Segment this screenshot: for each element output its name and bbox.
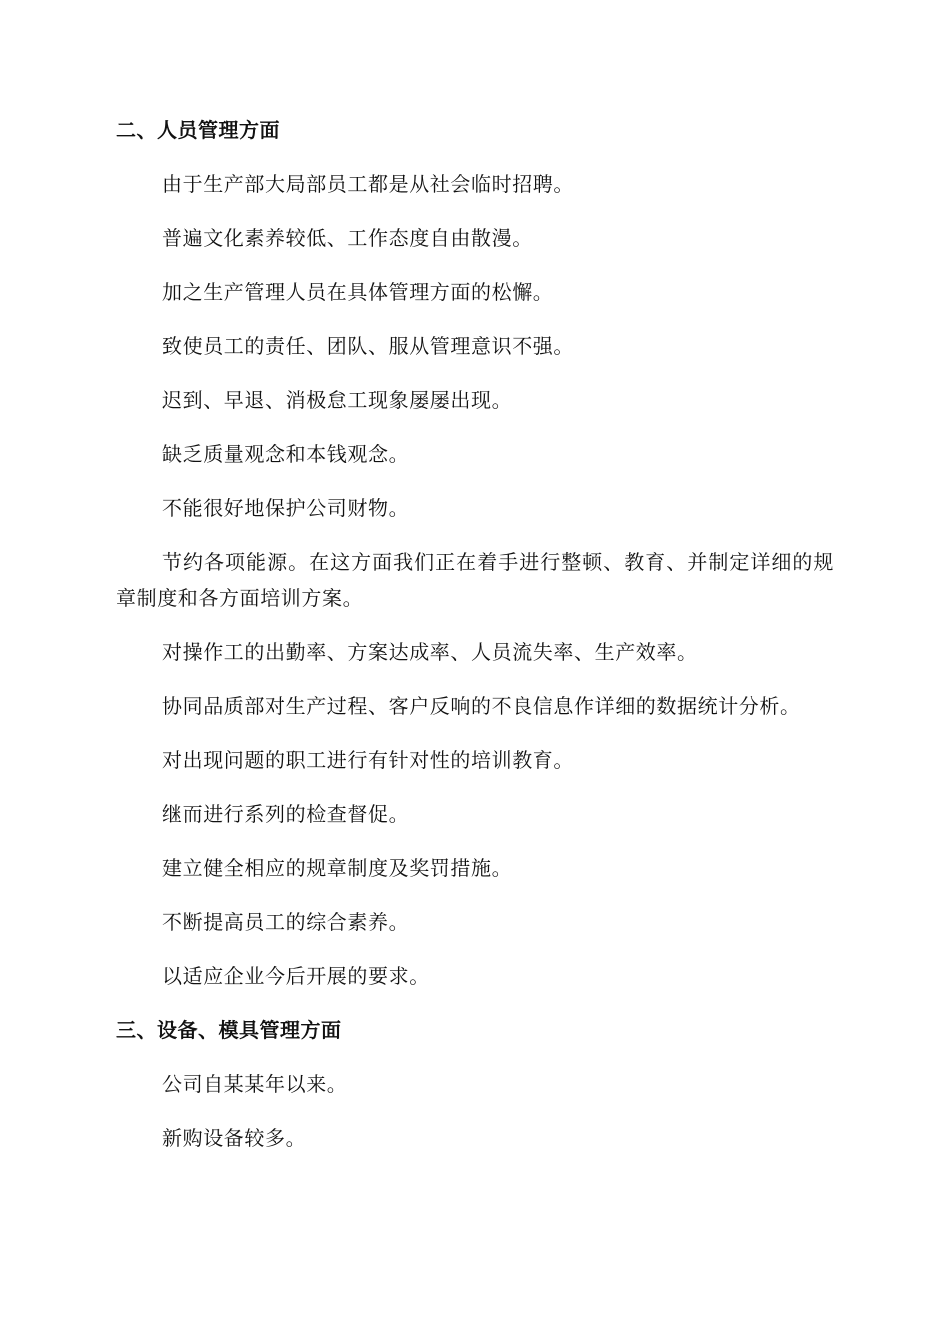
paragraph: 不断提高员工的综合素养。 xyxy=(162,910,410,934)
paragraph: 致使员工的责任、团队、服从管理意识不强。 xyxy=(162,334,574,358)
section-heading-personnel: 二、人员管理方面 xyxy=(116,118,280,142)
paragraph: 迟到、早退、消极怠工现象屡屡出现。 xyxy=(162,388,513,412)
paragraph: 建立健全相应的规章制度及奖罚措施。 xyxy=(162,856,513,880)
paragraph: 对出现问题的职工进行有针对性的培训教育。 xyxy=(162,748,574,772)
paragraph: 对操作工的出勤率、方案达成率、人员流失率、生产效率。 xyxy=(162,640,698,664)
paragraph: 继而进行系列的检查督促。 xyxy=(162,802,410,826)
paragraph: 由于生产部大局部员工都是从社会临时招聘。 xyxy=(162,172,574,196)
section-heading-equipment: 三、设备、模具管理方面 xyxy=(116,1018,342,1042)
document-body xyxy=(116,112,834,1174)
paragraph: 协同品质部对生产过程、客户反响的不良信息作详细的数据统计分析。 xyxy=(162,694,801,718)
paragraph: 缺乏质量观念和本钱观念。 xyxy=(162,442,410,466)
paragraph: 公司自某某年以来。 xyxy=(162,1072,348,1096)
paragraph: 加之生产管理人员在具体管理方面的松懈。 xyxy=(162,280,554,304)
paragraph: 普遍文化素养较低、工作态度自由散漫。 xyxy=(162,226,533,250)
paragraph: 不能很好地保护公司财物。 xyxy=(162,496,410,520)
paragraph: 节约各项能源。在这方面我们正在着手进行整顿、教育、并制定详细的规章制度和各方面培训方案。 xyxy=(116,550,834,610)
paragraph: 新购设备较多。 xyxy=(162,1126,307,1150)
paragraph: 以适应企业今后开展的要求。 xyxy=(162,964,430,988)
